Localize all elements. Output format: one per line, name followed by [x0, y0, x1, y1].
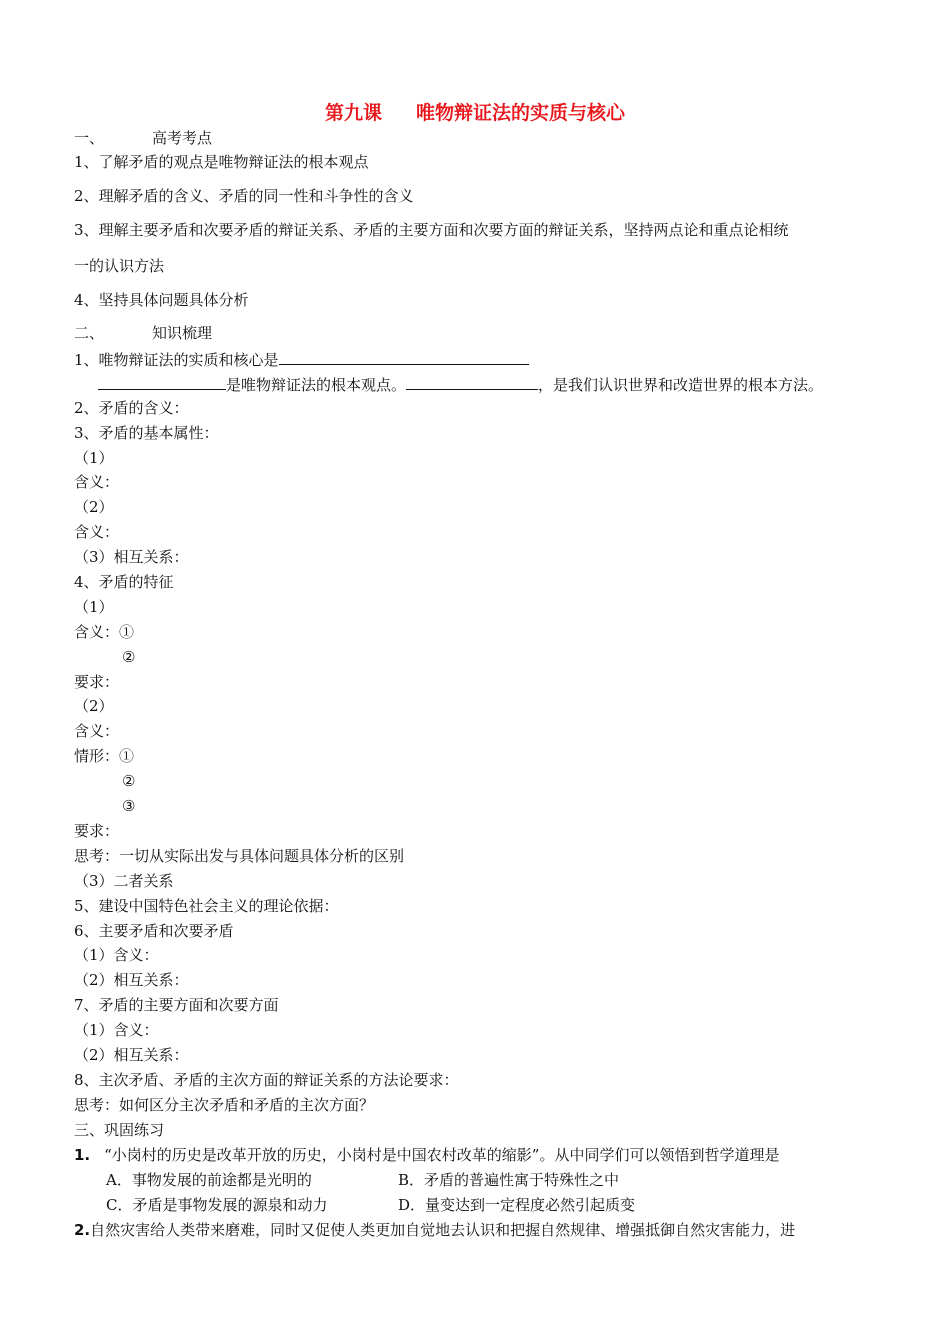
page-title	[0, 98, 950, 125]
sub-item: （2）	[74, 498, 114, 516]
exercise-question: 1. “小岗村的历史是改革开放的历史，小岗村是中国农村改革的缩影”。从中同学们可以领悟到哲学道理是	[74, 1146, 780, 1164]
sub-item: 含义：	[74, 523, 120, 541]
section-heading: 三、巩固练习	[74, 1121, 165, 1139]
answer-blank[interactable]	[406, 373, 538, 390]
question-line: 8、主次矛盾、矛盾的主次方面的辩证关系的方法论要求：	[74, 1071, 459, 1089]
sub-item: 要求：	[74, 673, 120, 691]
exam-point: 4、坚持具体问题具体分析	[74, 291, 249, 309]
sub-item: ②	[122, 648, 136, 666]
exercise-question: 2.自然灾害给人类带来磨难，同时又促使人类更加自觉地去认识和把握自然规律、增强抵御自然灾害能力，进	[74, 1221, 796, 1239]
section-heading: 二、 知识梳理	[74, 324, 213, 342]
sub-item: 含义：①	[74, 623, 135, 641]
exam-point-continued: 一的认识方法	[74, 257, 165, 275]
sub-item: ③	[122, 797, 136, 815]
section-heading: 一、 高考考点	[74, 129, 213, 147]
option-row	[106, 1195, 635, 1215]
think-prompt: 思考：如何区分主次矛盾和矛盾的主次方面？	[74, 1096, 375, 1114]
question-line: 是唯物辩证法的根本观点。 ，是我们认识世界和改造世界的根本方法。	[98, 373, 823, 395]
question-number: 2.	[74, 1221, 91, 1239]
option-b[interactable]: B．矛盾的普遍性寓于特殊性之中	[398, 1171, 620, 1189]
sub-item: （1）含义：	[74, 946, 159, 964]
sub-item: 含义：	[74, 722, 120, 740]
exam-point: 2、理解矛盾的含义、矛盾的同一性和斗争性的含义	[74, 187, 414, 205]
lesson-topic: 唯物辩证法的实质与核心	[416, 102, 626, 124]
sub-item: （2）相互关系：	[74, 1046, 189, 1064]
option-row	[106, 1170, 619, 1190]
think-prompt: 思考：一切从实际出发与具体问题具体分析的区别	[74, 847, 405, 865]
question-line: 2、矛盾的含义：	[74, 399, 189, 417]
sub-item: （1）	[74, 598, 114, 616]
sub-item: （2）	[74, 697, 114, 715]
question-line: 5、建设中国特色社会主义的理论依据：	[74, 897, 339, 915]
exam-point: 3、理解主要矛盾和次要矛盾的辩证关系、矛盾的主要方面和次要方面的辩证关系，坚持两点论和重点论相统	[74, 221, 789, 239]
question-line: 4、矛盾的特征	[74, 573, 174, 591]
exam-point: 1、了解矛盾的观点是唯物辩证法的根本观点	[74, 153, 369, 171]
option-a[interactable]: A．事物发展的前途都是光明的	[106, 1171, 312, 1189]
sub-item: （1）	[74, 449, 114, 467]
answer-blank[interactable]	[279, 348, 529, 365]
question-line: 7、矛盾的主要方面和次要方面	[74, 996, 279, 1014]
sub-item: （3）二者关系	[74, 872, 174, 890]
question-number: 1.	[74, 1146, 91, 1164]
sub-item: （1）含义：	[74, 1021, 159, 1039]
sub-item: （3）相互关系：	[74, 548, 189, 566]
sub-item: ②	[122, 772, 136, 790]
option-c[interactable]: C．矛盾是事物发展的源泉和动力	[106, 1196, 328, 1214]
answer-blank[interactable]	[98, 373, 226, 390]
lesson-number: 第九课	[324, 102, 382, 124]
sub-item: 情形：①	[74, 747, 135, 765]
question-line: 1、唯物辩证法的实质和核心是	[74, 348, 529, 370]
sub-item: （2）相互关系：	[74, 971, 189, 989]
sub-item: 要求：	[74, 822, 120, 840]
sub-item: 含义：	[74, 473, 120, 491]
option-d[interactable]: D．量变达到一定程度必然引起质变	[398, 1196, 636, 1214]
question-line: 3、矛盾的基本属性：	[74, 424, 219, 442]
question-line: 6、主要矛盾和次要矛盾	[74, 922, 234, 940]
